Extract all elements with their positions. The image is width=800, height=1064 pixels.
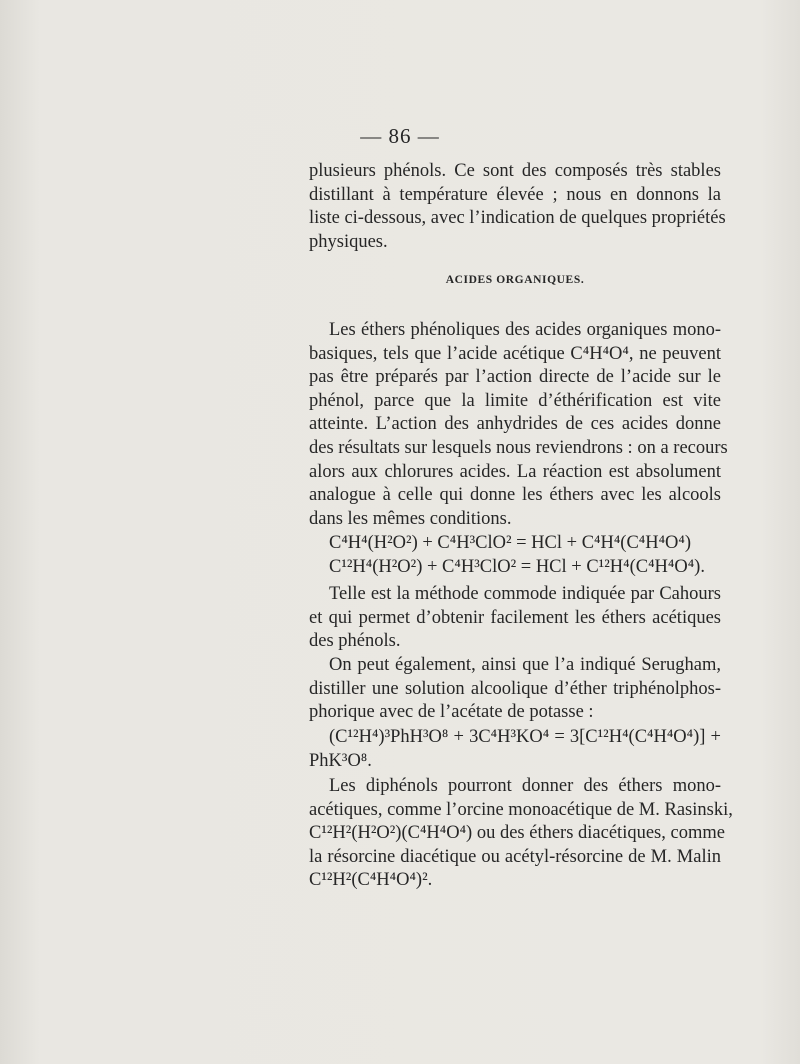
equation-block-1 [329, 532, 719, 579]
text-line: basiques, tels que l’acide acétique C⁴H⁴O⁴, ne peuvent [309, 343, 721, 364]
equation-block-2 [309, 726, 721, 773]
text-line: acétiques, comme l’orcine monoacétique de M. Rasinski, [309, 799, 733, 820]
text-line: des résultats sur lesquels nous reviendrons : on a recours [309, 437, 728, 458]
paragraph-acides [309, 319, 728, 531]
text-line: analogue à celle qui donne les éthers avec les alcools [309, 485, 721, 506]
text-line: dans les mêmes conditions. [309, 508, 512, 529]
text-line: la résorcine diacétique ou acétyl-résorcine de M. Malin [309, 846, 721, 867]
paragraph-diphenols [309, 775, 733, 893]
paragraph-intro [309, 160, 726, 254]
text-line: phénol, parce que la limite d’éthérification est vite [309, 390, 721, 411]
text-line: Les éthers phénoliques des acides organiques mono- [329, 320, 721, 340]
text-line: distillant à température élevée ; nous en donnons la [309, 184, 721, 205]
text-line: Telle est la méthode commode indiquée par Cahours [329, 584, 721, 604]
text-line: physiques. [309, 231, 388, 252]
text-line: et qui permet d’obtenir facilement les éthers acétiques [309, 607, 721, 628]
equation-line: PhK³O⁸. [309, 750, 372, 771]
text-line: C¹²H²(C⁴H⁴O⁴)². [309, 870, 433, 891]
section-heading: ACIDES ORGANIQUES. [445, 274, 585, 286]
equation-line: C¹²H⁴(H²O²) + C⁴H³ClO² = HCl + C¹²H⁴(C⁴H⁴O⁴). [329, 556, 705, 577]
equation-line: C⁴H⁴(H²O²) + C⁴H³ClO² = HCl + C⁴H⁴(C⁴H⁴O⁴) [329, 533, 692, 553]
text-line: phorique avec de l’acétate de potasse : [309, 702, 594, 723]
text-line: Les diphénols pourront donner des éthers mono- [329, 776, 721, 796]
text-line: atteinte. L’action des anhydrides de ces acides donne [309, 414, 721, 435]
paragraph-serugham [309, 654, 721, 725]
text-line: des phénols. [309, 631, 401, 652]
text-line: alors aux chlorures acides. La réaction est absolument [309, 461, 721, 482]
text-line: plusieurs phénols. Ce sont des composés très stables [309, 161, 721, 181]
text-line: pas être préparés par l’action directe de l’acide sur le [309, 367, 721, 388]
page-number: — 86 — [360, 124, 440, 148]
text-line: C¹²H²(H²O²)(C⁴H⁴O⁴) ou des éthers diacétiques, comme [309, 823, 725, 844]
text-line: distiller une solution alcoolique d’éther triphénolphos- [309, 678, 721, 699]
text-line: liste ci-dessous, avec l’indication de quelques propriétés [309, 208, 726, 229]
text-line: On peut également, ainsi que l’a indiqué Serugham, [329, 655, 721, 675]
paragraph-cahours [309, 583, 721, 654]
equation-line: (C¹²H⁴)³PhH³O⁸ + 3C⁴H³KO⁴ = 3[C¹²H⁴(C⁴H⁴O⁴)] + [329, 727, 721, 747]
